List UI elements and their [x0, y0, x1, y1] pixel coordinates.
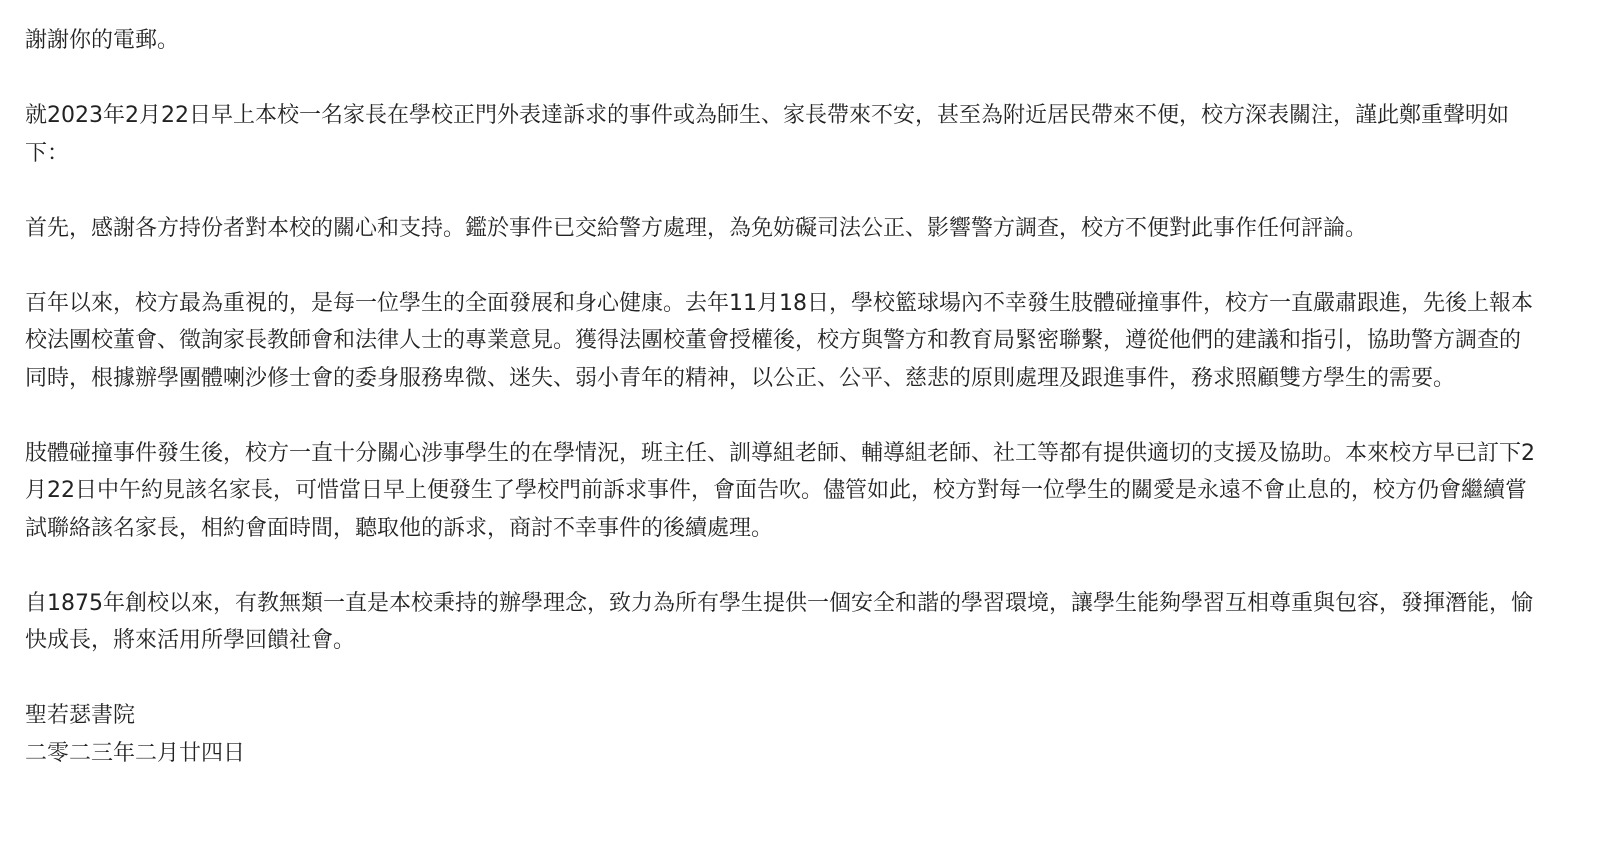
signature-block	[25, 697, 1540, 772]
paragraph-thanks-police: 首先，感謝各方持份者對本校的關心和支持。鑑於事件已交給警方處理，為免妨礙司法公正、影響警方調查，校方不便對此事作任何評論。	[25, 215, 1368, 241]
signature-school: 聖若瑟書院	[25, 703, 136, 728]
signature-date: 二零二三年二月廿四日	[25, 740, 246, 766]
paragraph-followup: 肢體碰撞事件發生後，校方一直十分關心涉事學生的在學情況，班主任、訓導組老師、輔導組老師、社工等都有提供適切的支援及協助。本來校方早已訂下2月22日中午約見該名家長，可惜當日早上便發生了學校門前訴求事件，會面告吹。儘管如此，校方對每一位學生的關愛是永遠不會止息的，校方仍會繼續嘗試聯絡該名家長，相約會面時間，聽取他的訴求，商討不幸事件的後續處理。	[25, 440, 1536, 541]
paragraph-handling: 百年以來，校方最為重視的，是每一位學生的全面發展和身心健康。去年11月18日，學校籃球場內不幸發生肢體碰撞事件，校方一直嚴肅跟進，先後上報本校法團校董會、徵詢家長教師會和法律人士的專業意見。獲得法團校董會授權後，校方與警方和教育局緊密聯繫，遵從他們的建議和指引，協助警方調查的同時，根據辦學團體喇沙修士會的委身服務卑微、迷失、弱小青年的精神，以公正、公平、慈悲的原則處理及跟進事件，務求照顧雙方學生的需要。	[25, 290, 1533, 391]
paragraph-statement-intro: 就2023年2月22日早上本校一名家長在學校正門外表達訴求的事件或為師生、家長帶來不安，甚至為附近居民帶來不便，校方深表關注，謹此鄭重聲明如下：	[25, 103, 1509, 166]
paragraph-mission: 自1875年創校以來，有教無類一直是本校秉持的辦學理念，致力為所有學生提供一個安全和諧的學習環境，讓學生能夠學習互相尊重與包容，發揮潛能，愉快成長，將來活用所學回饋社會。	[25, 590, 1533, 653]
letter-body	[25, 22, 1540, 772]
greeting: 謝謝你的電郵。	[25, 28, 180, 53]
